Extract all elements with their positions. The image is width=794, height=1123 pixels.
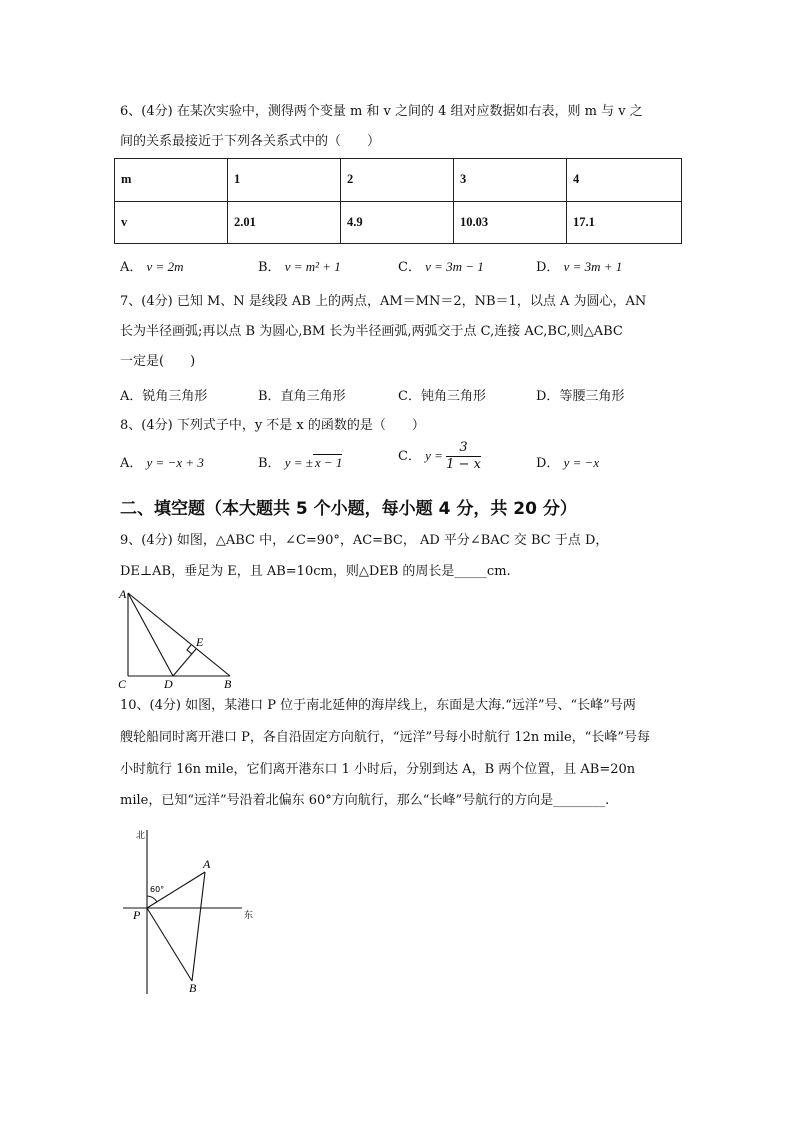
table-cell: 4.9	[341, 201, 454, 244]
label-c: C	[118, 677, 127, 691]
option-expression: v = 2m	[146, 259, 184, 274]
q8-option-b[interactable]	[258, 452, 342, 471]
q9-line-2: DE⊥AB，垂足为 E，且 AB=10cm，则△DEB 的周长是_____cm.	[120, 564, 511, 579]
option-expression: v = m² + 1	[284, 259, 341, 274]
option-letter: D．	[536, 389, 560, 404]
q7-option-a[interactable]	[120, 385, 207, 404]
q6-option-c[interactable]	[398, 256, 484, 275]
segment-ab	[192, 872, 205, 981]
table-cell: 4	[567, 159, 682, 202]
table-cell: m	[115, 159, 228, 202]
option-expression-prefix: y = ±	[284, 455, 313, 470]
q7-line-1: 7、(4分) 已知 M、N 是线段 AB 上的两点，AM＝MN＝2，NB＝1，以点 A 为圆心，AN	[120, 294, 647, 309]
angle-label: 60°	[150, 885, 165, 894]
angle-arc	[147, 896, 157, 902]
section-heading: 二、填空题（本大题共 5 个小题，每小题 4 分，共 20 分）	[120, 499, 577, 519]
option-expression: y = −x	[563, 455, 600, 470]
label-p: P	[133, 908, 141, 922]
table-cell: 17.1	[567, 201, 682, 244]
table-cell: 10.03	[454, 201, 567, 244]
q7-option-d[interactable]	[536, 385, 624, 404]
option-text: 直角三角形	[280, 389, 346, 404]
label-d: D	[164, 677, 173, 691]
fraction-numerator: 3	[446, 440, 481, 457]
table-cell: 1	[228, 159, 341, 202]
option-text: 等腰三角形	[559, 389, 625, 404]
option-expression: y = −x + 3	[146, 455, 204, 470]
option-letter: B．	[258, 260, 281, 275]
q6-line-2: 间的关系最接近于下列各关系式中的（ ）	[120, 134, 381, 149]
q7-option-c[interactable]	[398, 385, 486, 404]
sqrt-radicand: x − 1	[314, 455, 343, 470]
q8-option-a[interactable]	[120, 452, 204, 471]
q10-line-1: 10、(4分) 如图，某港口 P 位于南北延伸的海岸线上，东面是大海.“远洋”号、“长峰”号两	[120, 698, 636, 713]
segment-pb	[147, 908, 192, 981]
q9-line-1: 9、(4分) 如图，△ABC 中，∠C=90°，AC=BC， AD 平分∠BAC 交 BC 于点 D，	[120, 533, 609, 548]
option-letter: A．	[120, 389, 143, 404]
label-b: B	[224, 677, 232, 691]
q7-line-2: 长为半径画弧;再以点 B 为圆心,BM 长为半径画弧,两弧交于点 C,连接 AC,BC,则△ABC	[120, 324, 623, 339]
option-text: 钝角三角形	[420, 389, 486, 404]
segment-ab	[128, 593, 230, 676]
fraction	[446, 440, 481, 473]
option-expression-prefix: y =	[425, 448, 447, 463]
option-letter: A．	[120, 456, 143, 471]
segment-de	[173, 649, 196, 676]
q8-line-1: 8、(4分) 下列式子中，y 不是 x 的函数的是（ ）	[120, 418, 425, 433]
q7-option-b[interactable]	[258, 385, 346, 404]
option-letter: A．	[120, 260, 143, 275]
right-angle-mark	[187, 645, 192, 654]
q10-line-2: 艘轮船同时离开港口 P，各自沿固定方向航行，“远洋”号每小时航行 12n mile，“长峰”号每	[120, 730, 650, 745]
option-letter: C．	[398, 389, 421, 404]
option-expression: v = 3m − 1	[425, 259, 484, 274]
option-letter: C．	[398, 260, 421, 275]
table-cell: 3	[454, 159, 567, 202]
table-row	[115, 201, 682, 244]
table-cell: 2	[341, 159, 454, 202]
fraction-denominator: 1 − x	[446, 457, 481, 472]
option-letter: B．	[258, 389, 281, 404]
option-text: 锐角三角形	[142, 389, 208, 404]
label-a: A	[119, 587, 127, 601]
label-e: E	[196, 635, 204, 649]
option-letter: B．	[258, 456, 281, 471]
label-a: A	[203, 857, 211, 871]
east-label: 东	[244, 911, 254, 921]
q10-line-4: mile，已知“远洋”号沿着北偏东 60°方向航行，那么“长峰”号航行的方向是________.	[120, 793, 610, 808]
q8-option-c[interactable]	[398, 440, 481, 473]
q6-data-table	[114, 158, 682, 244]
segment-ad	[128, 593, 173, 676]
q6-option-a[interactable]	[120, 256, 183, 275]
option-letter: C．	[398, 449, 421, 464]
q7-line-3: 一定是( )	[120, 354, 196, 369]
q8-option-d[interactable]	[536, 452, 599, 471]
label-b: B	[189, 981, 197, 995]
option-expression: v = 3m + 1	[563, 259, 623, 274]
table-row	[115, 159, 682, 202]
q9-triangle-figure	[114, 586, 244, 694]
q10-line-3: 小时航行 16n mile，它们离开港东口 1 小时后，分别到达 A，B 两个位置，且 AB=20n	[120, 762, 636, 777]
table-cell: v	[115, 201, 228, 244]
option-letter: D．	[536, 260, 560, 275]
q6-line-1: 6、(4分) 在某次实验中，测得两个变量 m 和 v 之间的 4 组对应数据如右表，则 m 与 v 之	[120, 104, 643, 119]
q6-option-d[interactable]	[536, 256, 622, 275]
option-letter: D．	[536, 456, 560, 471]
q10-direction-figure	[118, 824, 268, 996]
table-cell: 2.01	[228, 201, 341, 244]
north-label: 北	[136, 831, 146, 841]
q6-option-b[interactable]	[258, 256, 341, 275]
